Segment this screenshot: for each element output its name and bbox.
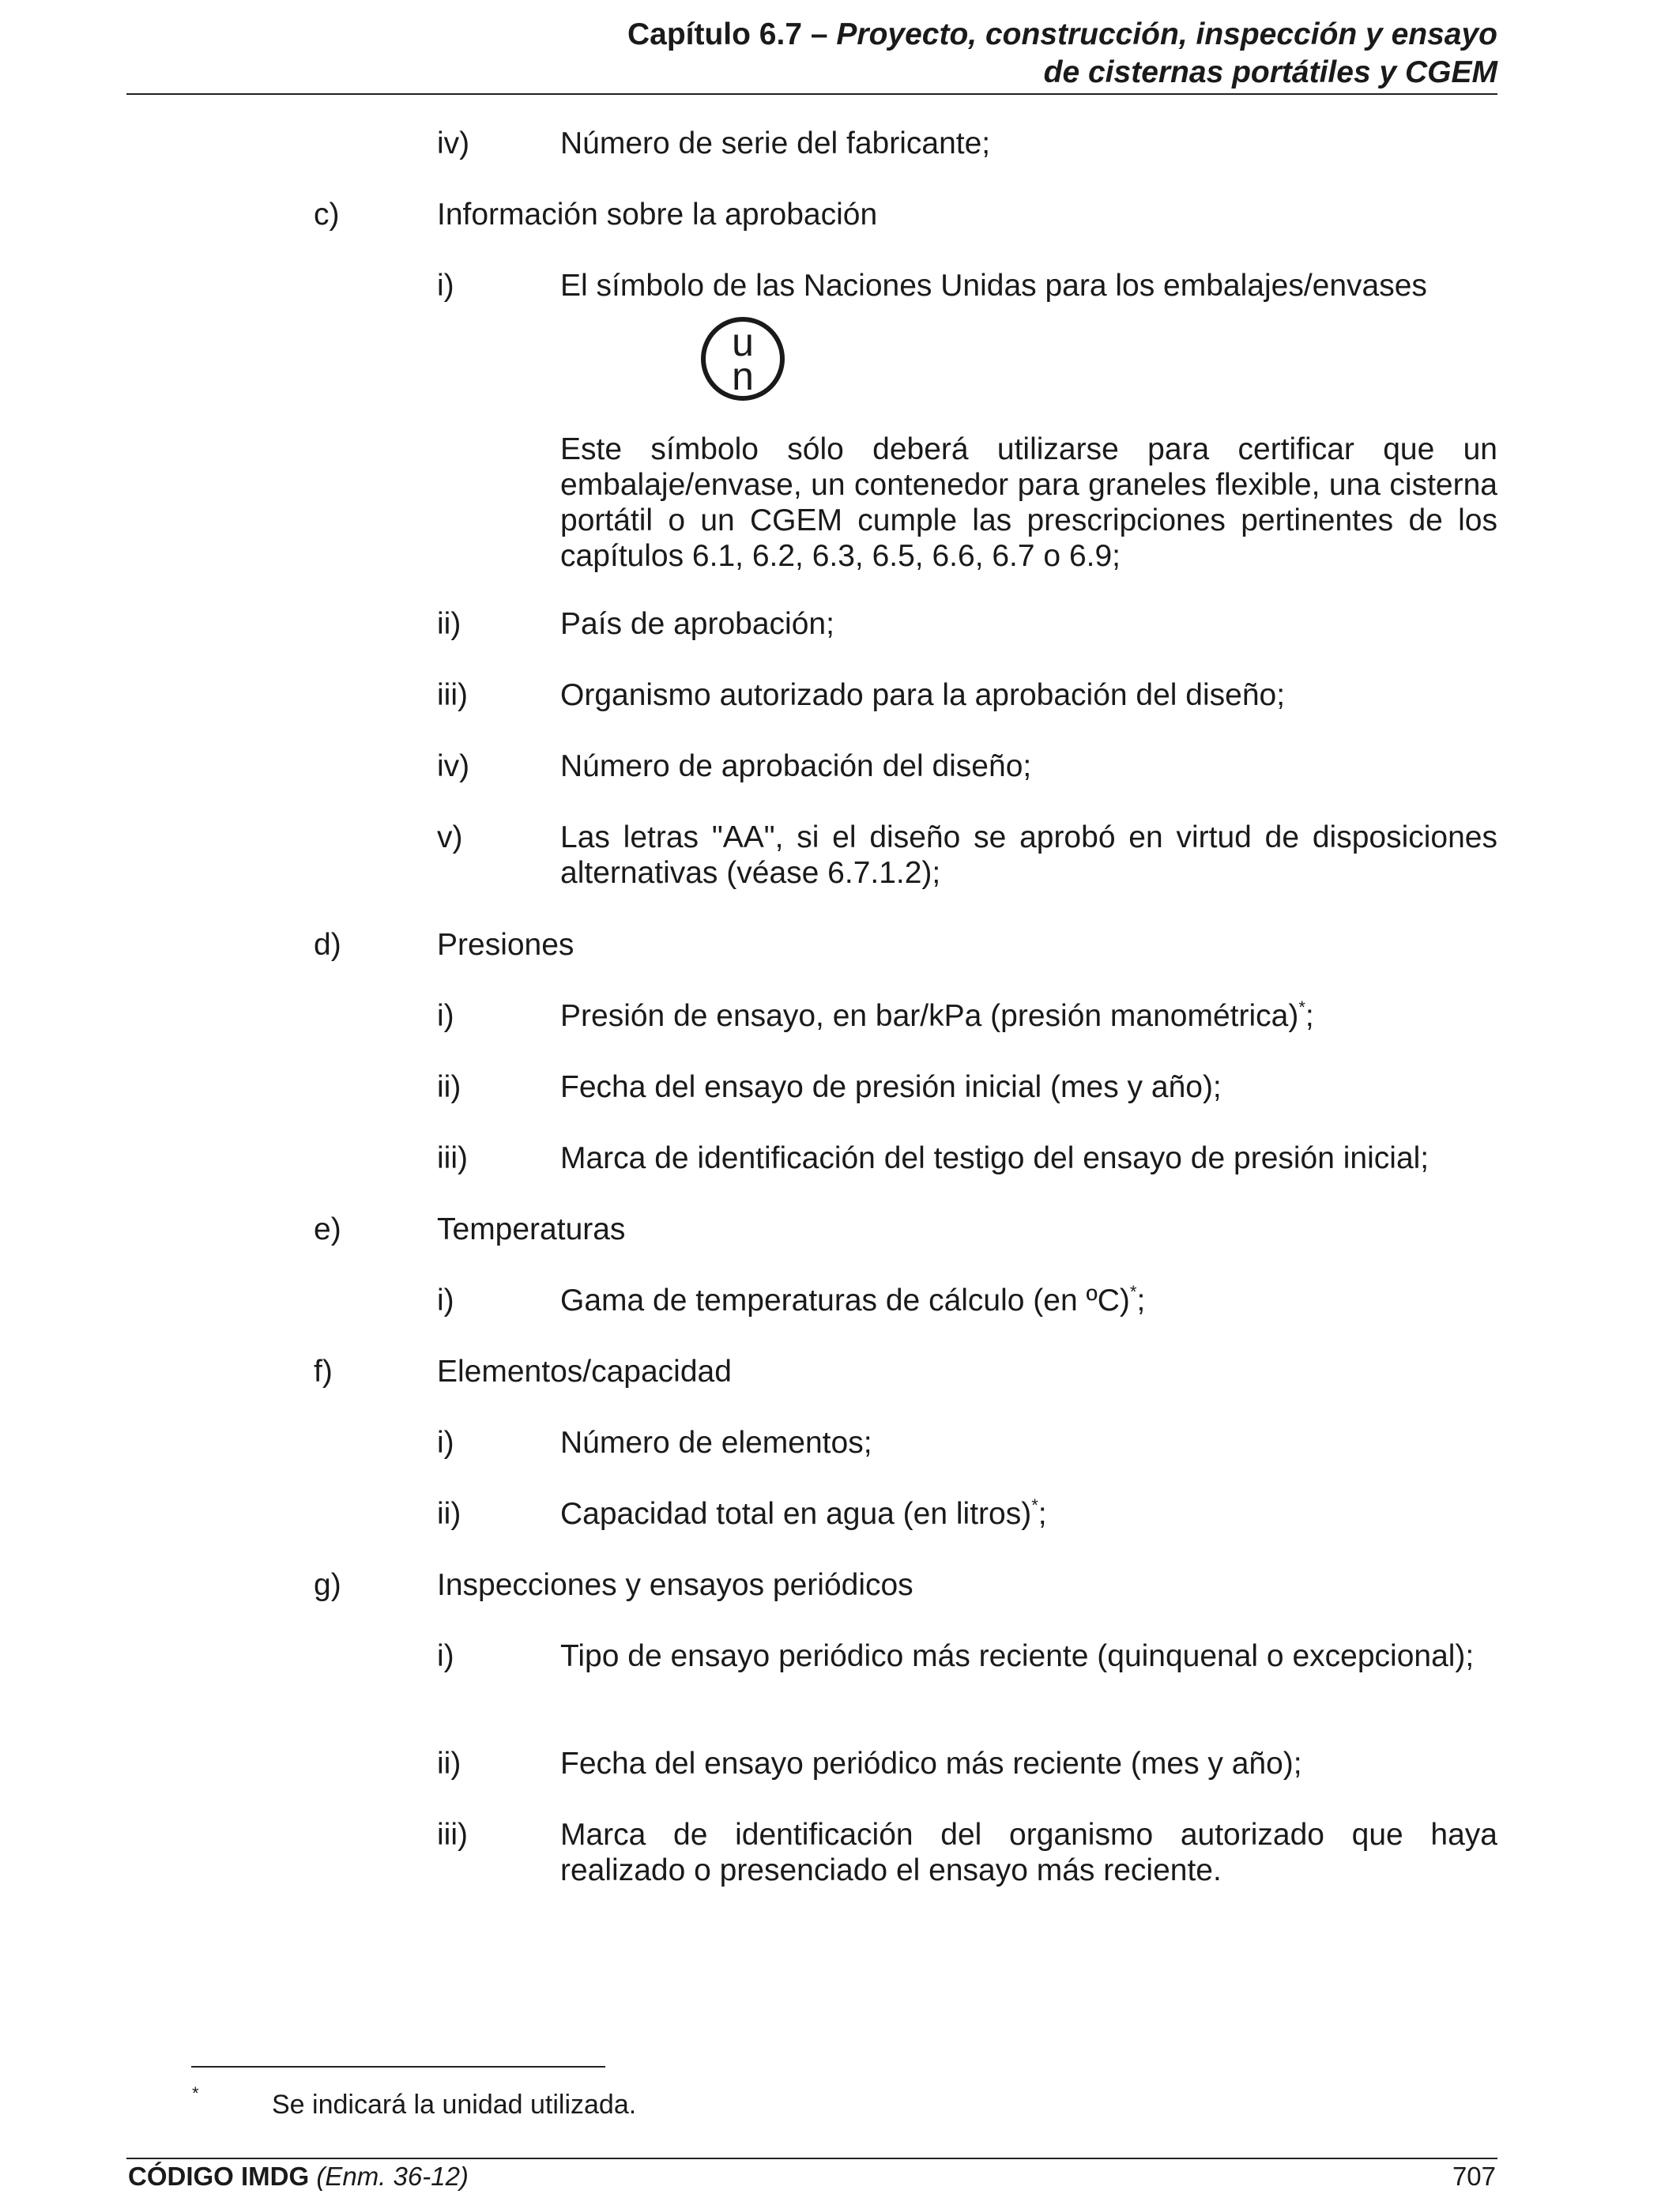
page-number: 707 [1452, 2162, 1496, 2191]
item-label: iii) [437, 1141, 468, 1175]
item-text [560, 1496, 1497, 1532]
footer-code: CÓDIGO IMDG [128, 2162, 310, 2191]
chapter-title-line-2: de cisternas portátiles y CGEM [1043, 55, 1497, 89]
un-packaging-symbol [700, 316, 785, 401]
section-label: f) [314, 1355, 333, 1389]
item-text: Tipo de ensayo periódico más reciente (quinquenal o excepcional); [560, 1639, 1475, 1673]
item-label: ii) [437, 1070, 461, 1104]
item-text [560, 998, 1497, 1034]
footnote-mark: * [192, 2083, 199, 2103]
item-label: iv) [437, 126, 470, 160]
section-label: g) [314, 1568, 341, 1602]
un-symbol-n: n [732, 354, 754, 398]
item-text: Marca de identificación del testigo del ensayo de presión inicial; [560, 1141, 1430, 1175]
header-rule [126, 93, 1497, 95]
section-title: Inspecciones y ensayos periódicos [437, 1568, 913, 1602]
item-text: El símbolo de las Naciones Unidas para los embalajes/envases [560, 269, 1427, 303]
running-header [126, 16, 1497, 92]
section-label: c) [314, 198, 340, 232]
section-title: Elementos/capacidad [437, 1355, 732, 1389]
item-text-body: Gama de temperaturas de cálculo (en ºC) [560, 1284, 1130, 1318]
item-text: Número de serie del fabricante; [560, 126, 991, 160]
item-text: Fecha del ensayo de presión inicial (mes y año); [560, 1070, 1222, 1104]
item-text: Las letras "AA", si el diseño se aprobó en virtud de disposiciones alternativas (véase 6.7.1.2); [560, 820, 1497, 890]
footer-publication [128, 2161, 469, 2192]
header-line-1 [126, 16, 1497, 54]
item-text: Organismo autorizado para la aprobación del diseño; [560, 678, 1286, 712]
chapter-number: Capítulo 6.7 – [627, 17, 828, 51]
item-label: ii) [437, 1747, 461, 1781]
footnote-rule [191, 2066, 605, 2068]
item-text-body: Capacidad total en agua (en litros) [560, 1497, 1032, 1531]
footnote-ref: * [1031, 1495, 1038, 1515]
item-text-body: Presión de ensayo, en bar/kPa (presión manométrica) [560, 999, 1299, 1033]
section-label: e) [314, 1212, 341, 1246]
item-text: Fecha del ensayo periódico más reciente (mes y año); [560, 1747, 1302, 1781]
item-label: i) [437, 1639, 454, 1673]
item-label: ii) [437, 1497, 461, 1531]
footnote-ref: * [1129, 1282, 1137, 1302]
un-symbol-u: u [732, 320, 754, 364]
item-label: v) [437, 820, 463, 854]
section-title: Presiones [437, 928, 574, 962]
item-label: iii) [437, 1818, 468, 1852]
item-text [560, 1283, 1497, 1318]
item-text: Número de aprobación del diseño; [560, 749, 1032, 783]
un-symbol-note: Este símbolo sólo deberá utilizarse para certificar que un embalaje/envase, un contenedor para graneles flexible, una cisterna portátil o un CGEM cumple las prescripciones pertinentes de los capítulos 6.1, 6.2, 6.3, 6.5, 6.6, 6.7 o 6.9; [560, 432, 1497, 573]
item-text: Número de elementos; [560, 1426, 872, 1460]
chapter-title-line-1: Proyecto, construcción, inspección y ensayo [836, 17, 1497, 51]
item-label: i) [437, 999, 454, 1033]
item-text-end: ; [1038, 1497, 1047, 1531]
section-title: Información sobre la aprobación [437, 198, 878, 232]
item-text: Marca de identificación del organismo autorizado que haya realizado o presenciado el ensayo más reciente. [560, 1818, 1497, 1887]
item-label: i) [437, 269, 454, 303]
item-text-end: ; [1136, 1284, 1146, 1318]
item-label: ii) [437, 607, 461, 641]
footnote-text: Se indicará la unidad utilizada. [272, 2090, 637, 2120]
item-label: iv) [437, 749, 470, 783]
section-title: Temperaturas [437, 1212, 626, 1246]
item-text-end: ; [1305, 999, 1314, 1033]
footnote-ref: * [1298, 997, 1305, 1017]
item-text: País de aprobación; [560, 607, 834, 641]
item-label: i) [437, 1426, 454, 1460]
item-label: iii) [437, 678, 468, 712]
footer-edition: (Enm. 36-12) [316, 2162, 469, 2191]
section-label: d) [314, 928, 341, 962]
item-label: i) [437, 1284, 454, 1318]
footer-rule [126, 2158, 1497, 2159]
